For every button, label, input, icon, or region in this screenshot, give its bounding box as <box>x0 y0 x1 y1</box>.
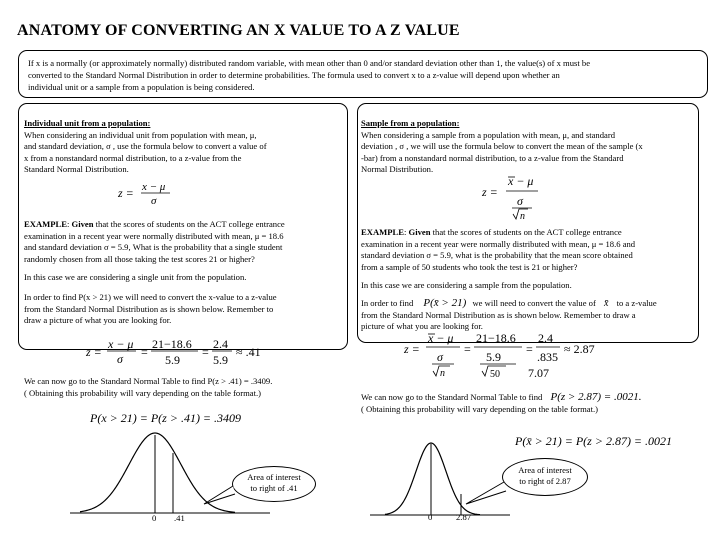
text-line: -bar) from a nonstandard normal distribution, to a z-value from the Standard <box>361 152 624 163</box>
svg-text:=: = <box>526 342 533 356</box>
text-line: x from a nonstandard normal distribution, to a z-value from the <box>24 152 242 163</box>
area-of-interest-bubble <box>232 466 316 502</box>
case-text: In this case we are considering a sample from the population. <box>361 280 572 290</box>
case-text: In this case we are considering a single unit from the population. <box>24 272 247 282</box>
svg-text:σ: σ <box>517 194 523 208</box>
svg-text:z =: z = <box>118 186 134 200</box>
example-label: EXAMPLE <box>24 219 67 229</box>
bubble-pointer <box>200 480 240 510</box>
svg-text:σ: σ <box>437 350 443 364</box>
svg-text:z =: z = <box>86 345 102 359</box>
svg-text:2.4: 2.4 <box>213 337 228 351</box>
individual-result: P(x > 21) = P(z > .41) = .3409 <box>90 411 242 425</box>
sample-z-calculation <box>404 331 634 387</box>
text-line: draw a picture of what you are looking for. <box>24 315 172 326</box>
text-line: that the scores of students on the ACT college entrance <box>430 227 622 237</box>
svg-text:x − μ: x − μ <box>142 181 166 193</box>
svg-text:7.07: 7.07 <box>528 366 549 380</box>
bubble-line: Area of interest <box>518 465 572 475</box>
text-line: from the Standard Normal Distribution as is shown below. Remember to draw a <box>361 309 636 320</box>
svg-text:21−18.6: 21−18.6 <box>152 337 192 351</box>
find-expression: P(x̄ > 21) <box>423 297 467 309</box>
individual-z-formula <box>118 180 178 206</box>
svg-text:x − μ: x − μ <box>108 337 134 351</box>
text-fragment: In order to find <box>361 298 414 308</box>
bubble-line: Area of interest <box>247 472 301 482</box>
svg-text:x − μ: x − μ <box>508 174 534 188</box>
svg-text:=: = <box>464 342 471 356</box>
svg-text:σ: σ <box>117 352 123 366</box>
text-line: When considering an individual unit from population with mean, μ, <box>24 129 257 140</box>
axis-zero-label: 0 <box>152 513 157 523</box>
svg-text:5.9: 5.9 <box>165 353 180 367</box>
find-variable: x̄ <box>603 298 609 309</box>
axis-z-label: .41 <box>174 513 185 523</box>
svg-text:≈ 2.87: ≈ 2.87 <box>564 342 595 356</box>
svg-text:21−18.6: 21−18.6 <box>476 331 516 345</box>
svg-text:5.9: 5.9 <box>486 350 501 364</box>
sample-example: EXAMPLE: Given that the scores of students on the ACT college entrance examination in a recent year were normally distributed with mean, μ = 18.6 and standard deviation σ = 5.9, what is the probability that the mean score obtained from a sample of 50 students who took the test is 21 or higher? <box>361 227 691 273</box>
text-line: and standard deviation σ = 5.9, What is the probability that a single student <box>24 242 283 253</box>
text-line: Normal Distribution. <box>361 164 434 175</box>
text-line: from a sample of 50 students who took the test is 21 or higher? <box>361 261 578 272</box>
find-text <box>361 298 691 333</box>
svg-text:n: n <box>440 368 445 379</box>
find-text <box>24 292 324 327</box>
text-fragment: we will need to convert the value of <box>472 298 596 308</box>
svg-text:2.4: 2.4 <box>538 331 553 345</box>
example-given: Given <box>408 227 431 237</box>
text-line: When considering a sample from a population with mean, μ, and standard <box>361 129 615 140</box>
intro-box <box>18 50 708 98</box>
intro-line: individual unit or a sample from a population is being considered. <box>28 82 255 92</box>
table-expression: P(z > 2.87) = .0021. <box>550 391 642 403</box>
axis-z-label: 2.87 <box>456 512 472 522</box>
svg-text:σ: σ <box>151 195 157 207</box>
text-fragment: We can now go to the Standard Normal Table to find <box>361 392 543 402</box>
individual-example: EXAMPLE: Given that the scores of students on the ACT college entrance examination in a recent year were normally distributed with mean, μ = 18.6 and standard deviation σ = 5.9, What is the probability that a single student randomly chosen from all those taking the test scores 21 or higher? <box>24 219 309 265</box>
svg-text:z =: z = <box>404 342 420 356</box>
svg-text:n: n <box>520 211 525 222</box>
text-fragment: to a z-value <box>616 298 657 308</box>
intro-line: converted to the Standard Normal Distribution in order to determine probabilities. The formula used to convert x to a z-value will depend upon whether an <box>28 70 560 80</box>
text-line: randomly chosen from all those taking the test scores 21 or higher? <box>24 253 255 264</box>
bubble-line: to right of 2.87 <box>519 476 571 486</box>
bubble-line: to right of .41 <box>250 483 298 493</box>
text-line: and standard deviation, σ , use the formula below to convert a value of <box>24 141 267 152</box>
text-line: from the Standard Normal Distribution as is shown below. Remember to <box>24 303 274 314</box>
table-text <box>24 376 334 399</box>
text-line: picture of what you are looking for. <box>361 321 483 332</box>
svg-text:=: = <box>202 345 209 359</box>
sample-description <box>361 118 691 176</box>
example-given: Given <box>71 219 94 229</box>
svg-text:z =: z = <box>482 185 498 199</box>
svg-text:≈ .41: ≈ .41 <box>236 345 261 359</box>
axis-zero-label: 0 <box>428 512 433 522</box>
svg-text:=: = <box>141 345 148 359</box>
svg-text:50: 50 <box>490 369 500 380</box>
text-line: deviation , σ , we will use the formula below to convert the mean of the sample (x <box>361 141 643 152</box>
table-text <box>361 392 691 415</box>
individual-unit-description <box>24 118 309 176</box>
text-line: examination in a recent year were normally distributed with mean, μ = 18.6 <box>24 230 284 241</box>
individual-z-calculation <box>86 336 261 368</box>
svg-text:.835: .835 <box>537 350 558 364</box>
text-line: standard deviation σ = 5.9, what is the probability that the mean score obtained <box>361 250 633 261</box>
text-line: examination in a recent year were normally distributed with mean, μ = 18.6 and <box>361 238 636 249</box>
example-label: EXAMPLE <box>361 227 404 237</box>
svg-text:5.9: 5.9 <box>213 353 228 367</box>
page-title: ANATOMY OF CONVERTING AN X VALUE TO A Z VALUE <box>17 22 460 39</box>
text-line: ( Obtaining this probability will vary depending on the table format.) <box>361 403 598 414</box>
individual-unit-heading: Individual unit from a population: <box>24 118 151 128</box>
text-line: Standard Normal Distribution. <box>24 164 129 175</box>
text-line: In order to find P(x > 21) we will need to convert the x-value to a z-value <box>24 292 277 302</box>
sample-result: P(x̄ > 21) = P(z > 2.87) = .0021 <box>515 434 673 448</box>
text-line: that the scores of students on the ACT college entrance <box>93 219 285 229</box>
svg-text:x − μ: x − μ <box>428 331 454 345</box>
sample-z-formula <box>482 174 552 222</box>
bubble-pointer <box>464 478 508 508</box>
area-of-interest-bubble <box>502 458 588 496</box>
sample-heading: Sample from a population: <box>361 118 460 128</box>
text-line: We can now go to the Standard Normal Table to find P(z > .41) = .3409. <box>24 376 273 386</box>
intro-line: If x is a normally (or approximately normally) distributed random variable, with mean other than 0 and/or standard deviation other than 1, the value(s) of x must be <box>28 58 591 68</box>
text-line: ( Obtaining this probability will vary depending on the table format.) <box>24 387 261 398</box>
